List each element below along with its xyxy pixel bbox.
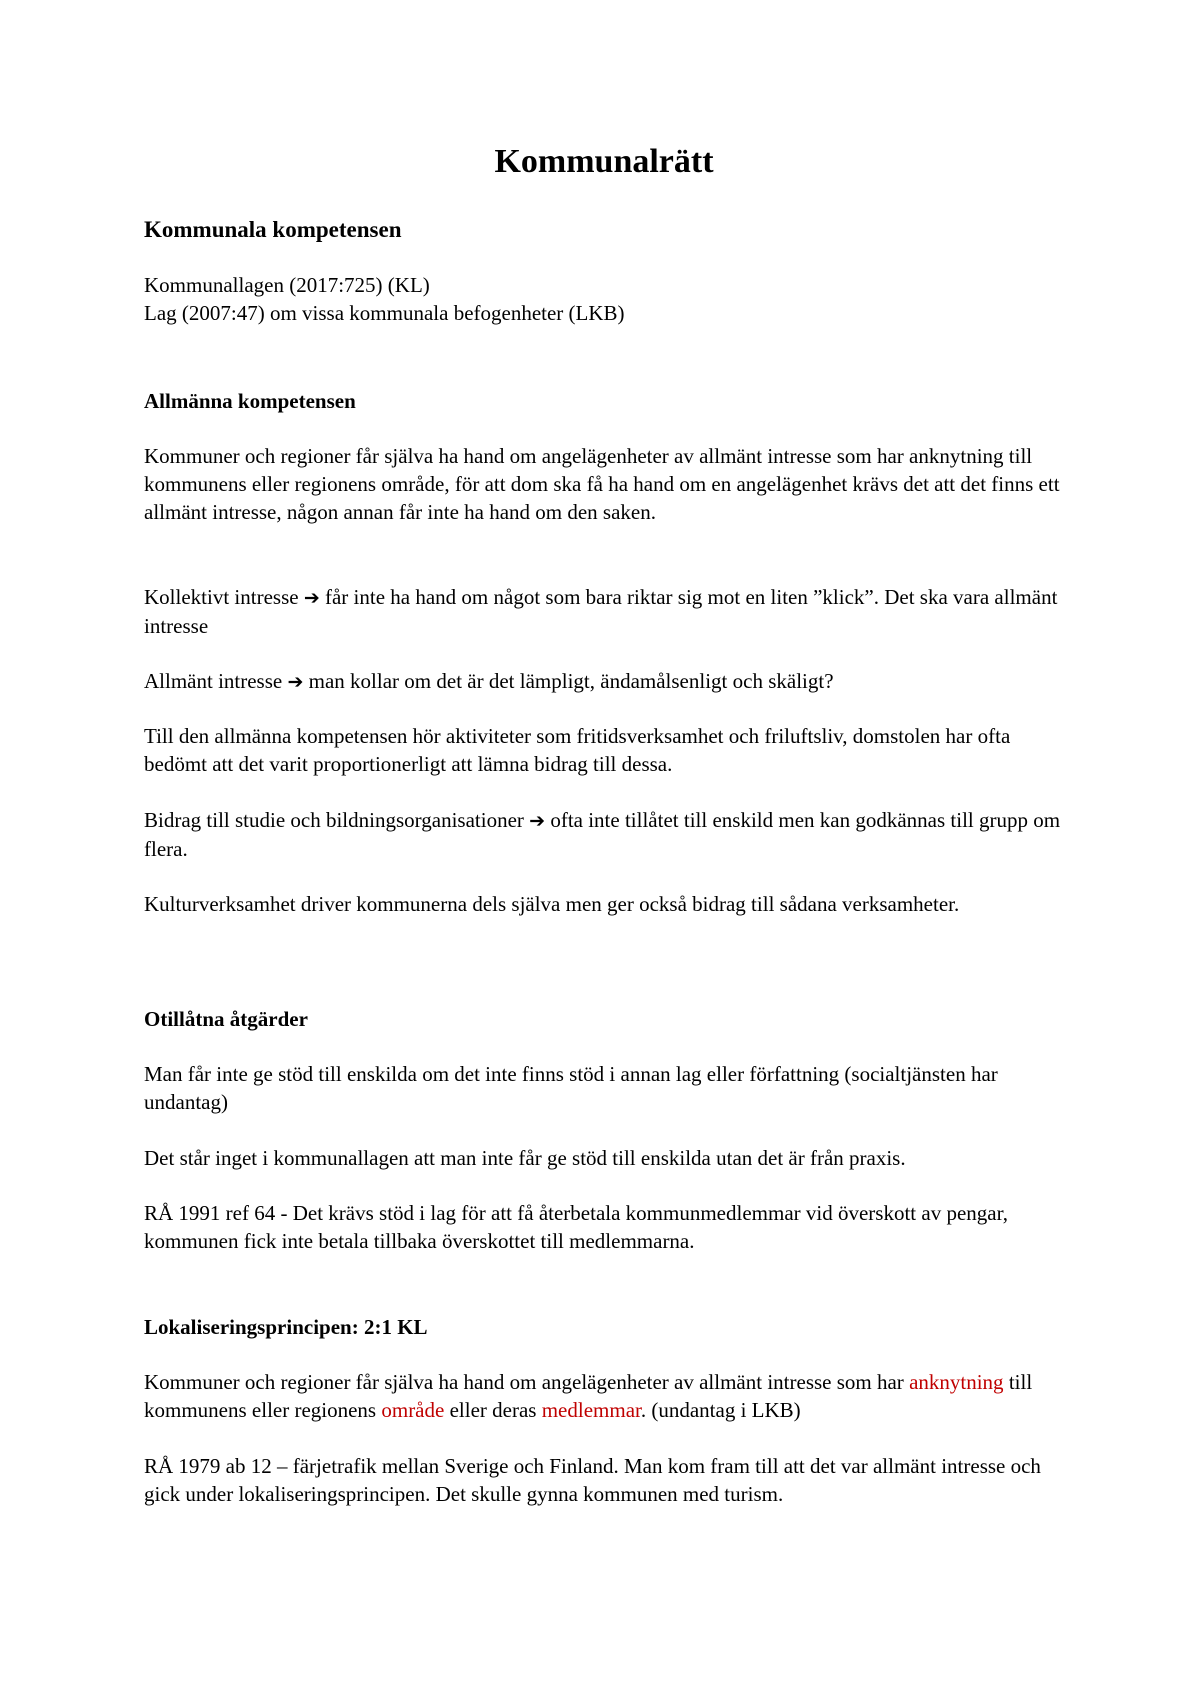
paragraph: Allmänt intresse ➔ man kollar om det är det lämpligt, ändamålsenligt och skäligt? <box>144 669 834 693</box>
arrow-right-icon: ➔ <box>529 810 546 832</box>
law-list <box>144 271 1064 327</box>
paragraph: Bidrag till studie och bildningsorganisationer ➔ ofta inte tillåtet till enskild men kan godkännas till grupp om flera. <box>144 808 1061 861</box>
paragraph: Man får inte ge stöd till enskilda om det inte finns stöd i annan lag eller författning (socialtjänsten har undantag) <box>144 1062 998 1114</box>
paragraph: RÅ 1979 ab 12 – färjetrafik mellan Sverige och Finland. Man kom fram till att det var allmänt intresse och gick under lokaliseringsprincipen. Det skulle gynna kommunen med turism. <box>144 1454 1041 1506</box>
section-heading-kommunala-kompetensen: Kommunala kompetensen <box>144 217 402 242</box>
arrow-right-icon: ➔ <box>303 587 320 609</box>
paragraph: RÅ 1991 ref 64 - Det krävs stöd i lag för att få återbetala kommunmedlemmar vid överskott av pengar, kommunen fick inte betala tillbaka överskottet till medlemmarna. <box>144 1201 1008 1253</box>
heading-otillatna-atgarder: Otillåtna åtgärder <box>144 1007 308 1031</box>
paragraph: Till den allmänna kompetensen hör aktiviteter som fritidsverksamhet och friluftsliv, domstolen har ofta bedömt att det varit proportionerligt att lämna bidrag till dessa. <box>144 724 1011 776</box>
document-title: Kommunalrätt <box>494 143 714 180</box>
law-item: Lag (2007:47) om vissa kommunala befogenheter (LKB) <box>144 301 625 325</box>
law-item: Kommunallagen (2017:725) (KL) <box>144 273 430 297</box>
paragraph: Det står inget i kommunallagen att man inte får ge stöd till enskilda utan det är från praxis. <box>144 1146 906 1170</box>
paragraph: Kommuner och regioner får själva ha hand om angelägenheter av allmänt intresse som har anknytning till kommunens eller regionens område eller deras medlemmar. (undantag i LKB) <box>144 1370 1033 1422</box>
paragraph: Kommuner och regioner får själva ha hand om angelägenheter av allmänt intresse som har anknytning till kommunens eller regionens område, för att dom ska få ha hand om en angelägenhet krävs det att det finns ett allmänt intresse, någon annan får inte ha hand om den saken. <box>144 444 1060 524</box>
highlight-term: medlemmar <box>541 1398 641 1422</box>
heading-lokaliseringsprincipen: Lokaliseringsprincipen: 2:1 KL <box>144 1315 428 1339</box>
paragraph: Kulturverksamhet driver kommunerna dels själva men ger också bidrag till sådana verksamheter. <box>144 892 960 916</box>
highlight-term: anknytning <box>909 1370 1004 1394</box>
arrow-right-icon: ➔ <box>287 671 304 693</box>
paragraph: Kollektivt intresse ➔ får inte ha hand om något som bara riktar sig mot en liten ”klick”. Det ska vara allmänt intresse <box>144 585 1058 638</box>
heading-allmanna-kompetensen: Allmänna kompetensen <box>144 389 356 413</box>
highlight-term: område <box>381 1398 445 1422</box>
